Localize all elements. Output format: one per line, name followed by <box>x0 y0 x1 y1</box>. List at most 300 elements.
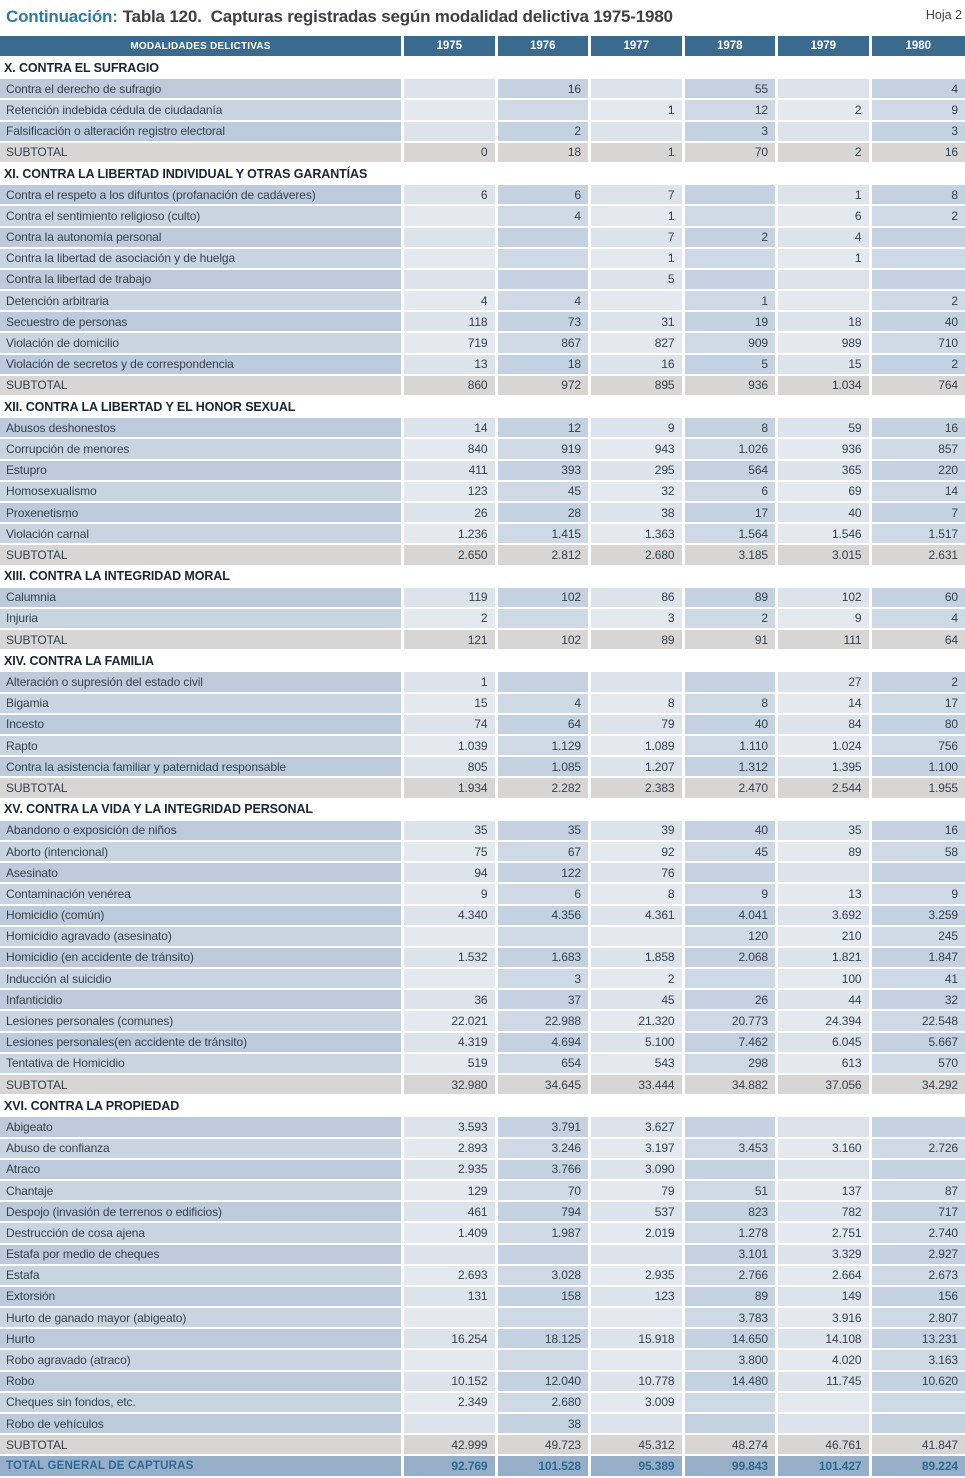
value-cell-1978 <box>685 206 779 227</box>
value-cell-1979: 59 <box>778 418 872 439</box>
row-label: Hurto <box>0 1329 404 1350</box>
value-cell-1980: 3.259 <box>872 906 965 927</box>
value-cell-1976: 867 <box>498 333 592 354</box>
section-row <box>0 800 965 821</box>
section-row <box>0 651 965 672</box>
row-label: SUBTOTAL <box>0 1435 404 1456</box>
value-cell-1980: 245 <box>872 927 965 948</box>
value-cell-1978: 26 <box>685 990 779 1011</box>
value-cell-1980: 2.740 <box>872 1223 965 1244</box>
value-cell-1976: 2.680 <box>498 1393 592 1414</box>
value-cell-1976: 49.723 <box>498 1435 592 1456</box>
value-cell-1975: 4.319 <box>404 1033 498 1054</box>
row-label: SUBTOTAL <box>0 778 404 799</box>
value-cell-1980: 80 <box>872 715 965 736</box>
value-cell-1976 <box>498 228 592 249</box>
value-cell-1978: 40 <box>685 715 779 736</box>
value-cell-1975: 2.935 <box>404 1160 498 1181</box>
value-cell-1976: 3.246 <box>498 1139 592 1160</box>
value-cell-1980 <box>872 1117 965 1138</box>
table-row <box>0 79 965 100</box>
title-continuation-label: Continuación: <box>6 7 118 26</box>
row-label: Contra la autonomía personal <box>0 228 404 249</box>
value-cell-1979: 111 <box>778 630 872 651</box>
row-label: Contra la libertad de asociación y de huelga <box>0 249 404 270</box>
value-cell-1980: 32 <box>872 990 965 1011</box>
value-cell-1975: 1 <box>404 672 498 693</box>
value-cell-1980: 2.807 <box>872 1308 965 1329</box>
table-row <box>0 1223 965 1244</box>
value-cell-1977 <box>591 672 685 693</box>
table-row <box>0 906 965 927</box>
row-label: Corrupción de menores <box>0 439 404 460</box>
table-row <box>0 821 965 842</box>
value-cell-1975 <box>404 270 498 291</box>
value-cell-1979: 15 <box>778 355 872 376</box>
value-cell-1976: 122 <box>498 863 592 884</box>
value-cell-1979: 989 <box>778 333 872 354</box>
row-label: Rapto <box>0 736 404 757</box>
value-cell-1977 <box>591 1350 685 1371</box>
row-label: Violación carnal <box>0 524 404 545</box>
value-cell-1977: 3.197 <box>591 1139 685 1160</box>
value-cell-1977: 1.089 <box>591 736 685 757</box>
value-cell-1975: 14 <box>404 418 498 439</box>
value-cell-1978: 40 <box>685 821 779 842</box>
value-cell-1975: 94 <box>404 863 498 884</box>
value-cell-1976: 28 <box>498 503 592 524</box>
value-cell-1975: 13 <box>404 355 498 376</box>
value-cell-1978: 909 <box>685 333 779 354</box>
value-cell-1979: 2.664 <box>778 1266 872 1287</box>
table-row <box>0 312 965 333</box>
value-cell-1977: 3 <box>591 609 685 630</box>
table-row <box>0 1139 965 1160</box>
value-cell-1979: 14 <box>778 694 872 715</box>
value-cell-1976: 12 <box>498 418 592 439</box>
value-cell-1975: 119 <box>404 588 498 609</box>
value-cell-1977: 1 <box>591 206 685 227</box>
value-cell-1978: 4.041 <box>685 906 779 927</box>
row-label: TOTAL GENERAL DE CAPTURAS <box>0 1456 404 1477</box>
table-row <box>0 206 965 227</box>
table-body <box>0 58 965 1478</box>
value-cell-1979: 27 <box>778 672 872 693</box>
table-row <box>0 270 965 291</box>
value-cell-1976: 18 <box>498 143 592 164</box>
value-cell-1977 <box>591 79 685 100</box>
value-cell-1977: 76 <box>591 863 685 884</box>
value-cell-1975: 75 <box>404 842 498 863</box>
row-label: Contra el respeto a los difuntos (profanación de cadáveres) <box>0 185 404 206</box>
value-cell-1979: 89 <box>778 842 872 863</box>
value-cell-1977: 16 <box>591 355 685 376</box>
col-header-1979: 1979 <box>778 36 872 58</box>
value-cell-1980: 2.927 <box>872 1245 965 1266</box>
value-cell-1976 <box>498 100 592 121</box>
value-cell-1978: 89 <box>685 1287 779 1308</box>
value-cell-1975: 2.349 <box>404 1393 498 1414</box>
value-cell-1980: 3 <box>872 122 965 143</box>
value-cell-1975: 1.532 <box>404 948 498 969</box>
value-cell-1978 <box>685 969 779 990</box>
value-cell-1977: 537 <box>591 1202 685 1223</box>
value-cell-1977: 15.918 <box>591 1329 685 1350</box>
value-cell-1979: 1.395 <box>778 757 872 778</box>
value-cell-1975 <box>404 100 498 121</box>
value-cell-1979: 4.020 <box>778 1350 872 1371</box>
value-cell-1978 <box>685 1160 779 1181</box>
value-cell-1979: 1.821 <box>778 948 872 969</box>
row-label: Atraco <box>0 1160 404 1181</box>
value-cell-1976: 37 <box>498 990 592 1011</box>
row-label: Inducción al suicidio <box>0 969 404 990</box>
value-cell-1976 <box>498 1308 592 1329</box>
value-cell-1978: 3 <box>685 122 779 143</box>
value-cell-1976: 1.987 <box>498 1223 592 1244</box>
value-cell-1977: 1 <box>591 100 685 121</box>
value-cell-1980: 9 <box>872 100 965 121</box>
row-label: Abandono o exposición de niños <box>0 821 404 842</box>
row-label: Abigeato <box>0 1117 404 1138</box>
value-cell-1977: 4.361 <box>591 906 685 927</box>
row-label: SUBTOTAL <box>0 376 404 397</box>
value-cell-1980: 7 <box>872 503 965 524</box>
table-row <box>0 1202 965 1223</box>
value-cell-1975: 92.769 <box>404 1456 498 1477</box>
value-cell-1978: 48.274 <box>685 1435 779 1456</box>
row-label: Robo agravado (atraco) <box>0 1350 404 1371</box>
value-cell-1976: 2.282 <box>498 778 592 799</box>
section-row <box>0 1096 965 1117</box>
value-cell-1980: 4 <box>872 609 965 630</box>
value-cell-1980: 2.631 <box>872 545 965 566</box>
value-cell-1975: 461 <box>404 1202 498 1223</box>
value-cell-1979: 3.692 <box>778 906 872 927</box>
value-cell-1975: 15 <box>404 694 498 715</box>
value-cell-1977 <box>591 1308 685 1329</box>
row-label: Estafa por medio de cheques <box>0 1245 404 1266</box>
table-row <box>0 927 965 948</box>
value-cell-1978 <box>685 1414 779 1435</box>
subtotal-row <box>0 630 965 651</box>
value-cell-1976: 22.988 <box>498 1011 592 1032</box>
table-row <box>0 672 965 693</box>
section-label: XIV. CONTRA LA FAMILIA <box>0 651 965 672</box>
value-cell-1980 <box>872 1393 965 1414</box>
value-cell-1980: 717 <box>872 1202 965 1223</box>
row-label: SUBTOTAL <box>0 1075 404 1096</box>
value-cell-1975: 719 <box>404 333 498 354</box>
value-cell-1980: 2 <box>872 355 965 376</box>
value-cell-1978: 3.800 <box>685 1350 779 1371</box>
value-cell-1975 <box>404 927 498 948</box>
value-cell-1977: 2 <box>591 969 685 990</box>
value-cell-1978 <box>685 185 779 206</box>
value-cell-1976 <box>498 1350 592 1371</box>
value-cell-1976: 67 <box>498 842 592 863</box>
value-cell-1979: 11.745 <box>778 1372 872 1393</box>
value-cell-1977: 21.320 <box>591 1011 685 1032</box>
value-cell-1980: 1.847 <box>872 948 965 969</box>
subtotal-row <box>0 545 965 566</box>
value-cell-1980 <box>872 863 965 884</box>
page-number: Hoja 2 <box>925 8 962 22</box>
value-cell-1977 <box>591 122 685 143</box>
row-label: Contra el derecho de sufragio <box>0 79 404 100</box>
value-cell-1978: 298 <box>685 1054 779 1075</box>
value-cell-1977: 45 <box>591 990 685 1011</box>
value-cell-1977: 86 <box>591 588 685 609</box>
value-cell-1980: 13.231 <box>872 1329 965 1350</box>
value-cell-1976 <box>498 1245 592 1266</box>
subtotal-row <box>0 376 965 397</box>
row-label: Aborto (intencional) <box>0 842 404 863</box>
value-cell-1979: 1.024 <box>778 736 872 757</box>
value-cell-1979: 24.394 <box>778 1011 872 1032</box>
value-cell-1978: 3.453 <box>685 1139 779 1160</box>
row-label: Homicidio agravado (asesinato) <box>0 927 404 948</box>
value-cell-1979: 613 <box>778 1054 872 1075</box>
value-cell-1979: 13 <box>778 884 872 905</box>
table-row <box>0 863 965 884</box>
value-cell-1979: 14.108 <box>778 1329 872 1350</box>
col-header-1977: 1977 <box>591 36 685 58</box>
value-cell-1979 <box>778 1393 872 1414</box>
value-cell-1977: 79 <box>591 1181 685 1202</box>
value-cell-1975: 35 <box>404 821 498 842</box>
value-cell-1977: 543 <box>591 1054 685 1075</box>
value-cell-1977: 1 <box>591 249 685 270</box>
value-cell-1975: 121 <box>404 630 498 651</box>
row-label: Detención arbitraria <box>0 291 404 312</box>
value-cell-1977: 2.935 <box>591 1266 685 1287</box>
value-cell-1976: 654 <box>498 1054 592 1075</box>
section-label: XIII. CONTRA LA INTEGRIDAD MORAL <box>0 567 965 588</box>
row-label: Retención indebida cédula de ciudadanía <box>0 100 404 121</box>
table-row <box>0 291 965 312</box>
value-cell-1978: 12 <box>685 100 779 121</box>
value-cell-1979: 44 <box>778 990 872 1011</box>
value-cell-1975 <box>404 1350 498 1371</box>
value-cell-1976: 2 <box>498 122 592 143</box>
row-label: Calumnia <box>0 588 404 609</box>
value-cell-1979: 782 <box>778 1202 872 1223</box>
value-cell-1976: 3.766 <box>498 1160 592 1181</box>
value-cell-1979 <box>778 1117 872 1138</box>
value-cell-1977: 123 <box>591 1287 685 1308</box>
table-row <box>0 1266 965 1287</box>
row-label: Lesiones personales (comunes) <box>0 1011 404 1032</box>
value-cell-1980: 756 <box>872 736 965 757</box>
row-label: Bigamia <box>0 694 404 715</box>
value-cell-1976: 102 <box>498 630 592 651</box>
title-table-number: Tabla 120. <box>122 7 202 26</box>
value-cell-1978: 7.462 <box>685 1033 779 1054</box>
value-cell-1978: 45 <box>685 842 779 863</box>
table-row <box>0 355 965 376</box>
value-cell-1978: 1.026 <box>685 439 779 460</box>
value-cell-1978: 1.312 <box>685 757 779 778</box>
value-cell-1975: 840 <box>404 439 498 460</box>
capturas-table <box>0 36 965 1478</box>
row-label: Estupro <box>0 461 404 482</box>
value-cell-1977: 8 <box>591 694 685 715</box>
table-row <box>0 1393 965 1414</box>
row-label: Despojo (invasión de terrenos o edificios) <box>0 1202 404 1223</box>
value-cell-1978: 2 <box>685 609 779 630</box>
value-cell-1979: 3.329 <box>778 1245 872 1266</box>
value-cell-1977: 7 <box>591 185 685 206</box>
value-cell-1978 <box>685 270 779 291</box>
value-cell-1979: 46.761 <box>778 1435 872 1456</box>
value-cell-1977: 89 <box>591 630 685 651</box>
row-label: SUBTOTAL <box>0 545 404 566</box>
value-cell-1979: 101.427 <box>778 1456 872 1477</box>
value-cell-1980: 857 <box>872 439 965 460</box>
value-cell-1979 <box>778 122 872 143</box>
table-row <box>0 1287 965 1308</box>
value-cell-1976: 6 <box>498 185 592 206</box>
value-cell-1976 <box>498 927 592 948</box>
value-cell-1977: 5.100 <box>591 1033 685 1054</box>
value-cell-1980: 1.100 <box>872 757 965 778</box>
value-cell-1975: 4 <box>404 291 498 312</box>
value-cell-1975: 1.934 <box>404 778 498 799</box>
row-label: Estafa <box>0 1266 404 1287</box>
value-cell-1978: 70 <box>685 143 779 164</box>
value-cell-1976: 64 <box>498 715 592 736</box>
row-label: Injuria <box>0 609 404 630</box>
value-cell-1980: 2 <box>872 206 965 227</box>
value-cell-1975: 22.021 <box>404 1011 498 1032</box>
value-cell-1975: 3.593 <box>404 1117 498 1138</box>
table-row <box>0 715 965 736</box>
subtotal-row <box>0 143 965 164</box>
value-cell-1977: 33.444 <box>591 1075 685 1096</box>
value-cell-1976: 35 <box>498 821 592 842</box>
value-cell-1980: 2.726 <box>872 1139 965 1160</box>
value-cell-1976: 102 <box>498 588 592 609</box>
value-cell-1980: 16 <box>872 821 965 842</box>
value-cell-1980 <box>872 1160 965 1181</box>
table-row <box>0 1308 965 1329</box>
value-cell-1975: 131 <box>404 1287 498 1308</box>
value-cell-1980: 34.292 <box>872 1075 965 1096</box>
value-cell-1977: 827 <box>591 333 685 354</box>
value-cell-1980: 4 <box>872 79 965 100</box>
value-cell-1979: 4 <box>778 228 872 249</box>
value-cell-1979: 3.015 <box>778 545 872 566</box>
value-cell-1976: 12.040 <box>498 1372 592 1393</box>
value-cell-1978: 14.480 <box>685 1372 779 1393</box>
value-cell-1979: 149 <box>778 1287 872 1308</box>
value-cell-1975: 411 <box>404 461 498 482</box>
row-label: Homosexualismo <box>0 482 404 503</box>
table-row <box>0 694 965 715</box>
value-cell-1979: 1.034 <box>778 376 872 397</box>
value-cell-1975: 32.980 <box>404 1075 498 1096</box>
subtotal-row <box>0 778 965 799</box>
value-cell-1980 <box>872 228 965 249</box>
value-cell-1979: 137 <box>778 1181 872 1202</box>
table-row <box>0 1033 965 1054</box>
value-cell-1975 <box>404 1245 498 1266</box>
table-row <box>0 418 965 439</box>
table-row <box>0 439 965 460</box>
value-cell-1975: 42.999 <box>404 1435 498 1456</box>
value-cell-1975: 2.650 <box>404 545 498 566</box>
table-row <box>0 1329 965 1350</box>
value-cell-1976: 2.812 <box>498 545 592 566</box>
table-row <box>0 736 965 757</box>
value-cell-1977: 1.858 <box>591 948 685 969</box>
value-cell-1977: 92 <box>591 842 685 863</box>
col-header-modalidades: MODALIDADES DELICTIVAS <box>0 36 404 58</box>
value-cell-1980: 89.224 <box>872 1456 965 1477</box>
value-cell-1980: 710 <box>872 333 965 354</box>
total-row <box>0 1456 965 1477</box>
value-cell-1977: 5 <box>591 270 685 291</box>
value-cell-1975: 2 <box>404 609 498 630</box>
row-label: Tentativa de Homicidio <box>0 1054 404 1075</box>
value-cell-1979: 6 <box>778 206 872 227</box>
value-cell-1975: 1.409 <box>404 1223 498 1244</box>
table-row <box>0 1372 965 1393</box>
value-cell-1976: 158 <box>498 1287 592 1308</box>
value-cell-1976: 393 <box>498 461 592 482</box>
section-row <box>0 567 965 588</box>
value-cell-1978: 34.882 <box>685 1075 779 1096</box>
value-cell-1978: 8 <box>685 418 779 439</box>
table-row <box>0 1350 965 1371</box>
row-label: Hurto de ganado mayor (abigeato) <box>0 1308 404 1329</box>
value-cell-1976: 73 <box>498 312 592 333</box>
value-cell-1978 <box>685 1117 779 1138</box>
value-cell-1980: 10.620 <box>872 1372 965 1393</box>
value-cell-1979: 2.544 <box>778 778 872 799</box>
value-cell-1976: 16 <box>498 79 592 100</box>
value-cell-1976: 70 <box>498 1181 592 1202</box>
value-cell-1975: 118 <box>404 312 498 333</box>
value-cell-1977: 943 <box>591 439 685 460</box>
value-cell-1975: 129 <box>404 1181 498 1202</box>
table-row <box>0 461 965 482</box>
row-label: Homicidio (común) <box>0 906 404 927</box>
value-cell-1978: 91 <box>685 630 779 651</box>
value-cell-1980: 5.667 <box>872 1033 965 1054</box>
col-header-1975: 1975 <box>404 36 498 58</box>
value-cell-1975 <box>404 79 498 100</box>
value-cell-1978: 2.068 <box>685 948 779 969</box>
value-cell-1980: 22.548 <box>872 1011 965 1032</box>
table-row <box>0 1160 965 1181</box>
value-cell-1976: 4 <box>498 694 592 715</box>
value-cell-1979: 365 <box>778 461 872 482</box>
value-cell-1977: 45.312 <box>591 1435 685 1456</box>
section-row <box>0 164 965 185</box>
value-cell-1975: 1.039 <box>404 736 498 757</box>
value-cell-1977: 95.389 <box>591 1456 685 1477</box>
value-cell-1980: 41 <box>872 969 965 990</box>
value-cell-1977: 295 <box>591 461 685 482</box>
table-row <box>0 757 965 778</box>
value-cell-1977: 7 <box>591 228 685 249</box>
value-cell-1975: 860 <box>404 376 498 397</box>
table-row <box>0 249 965 270</box>
table-row <box>0 228 965 249</box>
title-text: Capturas registradas según modalidad delictiva 1975-1980 <box>210 7 673 26</box>
